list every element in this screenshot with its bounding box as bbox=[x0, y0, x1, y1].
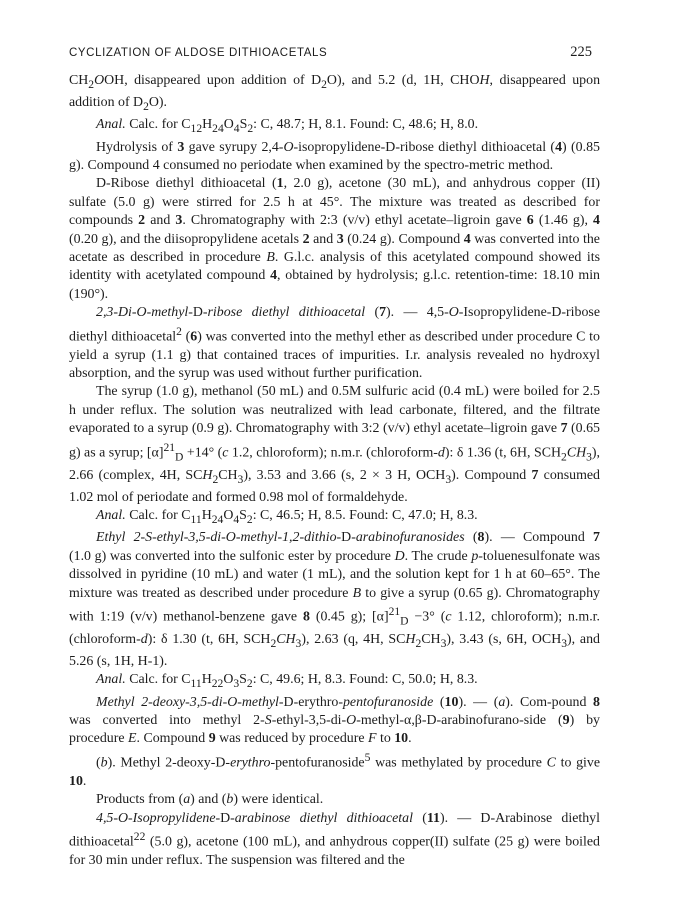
paragraph-analysis-1: Anal. Calc. for $C_{12}H_{24}O_4S_2$: C, 48.7; H, 8.1. Found: C, 48.6; H, 8.0. bbox=[96, 117, 479, 136]
paragraph-compound-11: 4,5-O-Isopropylidene-D-arabinose diethyl dithioacetal (11). — D-Arabinose diethyl dithioacetal$^{22}$ (5.0 g), acetone (100 mL), and anhydrous copper(II) sulfate (25 g) were boiled for 30 min under reflux. The suspension was filtered and the bbox=[69, 810, 600, 868]
paragraph-analysis-2: Anal. Calc. for $C_{11}H_{24}O_4S_2$: C, 46.5; H, 8.5. Found: C, 47.0; H, 8.3. bbox=[96, 508, 478, 526]
paragraph-hydrolysis: Hydrolysis of 3 gave syrupy 2,4-O-isopropylidene-D-ribose diethyl dithioacetal (4) (0.85 g). Compound 4 consumed no periodate when examined by the spectro-metric method. bbox=[69, 139, 600, 173]
paragraph-products-identical: Products from (a) and (b) were identical. bbox=[96, 792, 324, 808]
paragraph-compound-10: Methyl 2-deoxy-3,5-di-O-methyl-D-erythro-pentofuranoside (10). — (a). Com-pound 8 was converted into methyl 2-S-ethyl-3,5-di-O-methyl-α,β-D-arabinofurano-side (9) by procedure E. Compound 9 was reduced by procedure F to 10. bbox=[69, 694, 601, 747]
paragraph-ribose-acetonation: D-Ribose diethyl dithioacetal (1, 2.0 g), acetone (30 mL), and anhydrous copper (II) sulfate (5.0 g) were stirred for 2.5 h at 45°. The mixture was treated as described for compounds 2 and 3. Chromatography with 2:3 (v/v) ethyl acetate–ligroin gave 6 (1.46 g), 4 (0.20 g), and the diisopropylidene acetals 2 and 3 (0.24 g). Compound 4 was converted into the acetate as described in procedure B. G.l.c. analysis of this acetylated compound showed its identity with acetylated compound 4, obtained by hydrolysis; g.l.c. retention-time: 18.10 min (190°). bbox=[69, 176, 600, 302]
paragraph-syrup-methanolysis: The syrup (1.0 g), methanol (50 mL) and 0.5M sulfuric acid (0.4 mL) were boiled for 2.5 h under reflux. The solution was neutralized with lead carbonate, filtered, and the filtrate evaporated to a syrup (0.9 g). Chromatography with 3:2 (v/v) ethyl acetate–ligroin gave 7 (0.65 g) as a syrup; $[\alpha]^{21}_D +14^\circ$ (c 1.2, chloroform); n.m.r. (chloroform-d): δ 1.36 (t, 6H, $SCH_2CH_3$), 2.66 (complex, 4H, $SCH_2CH_3$), 3.53 and 3.66 (s, 2 × 3 H, $OCH_3$). Compound 7 consumed 1.02 mol of periodate and formed 0.98 mol of formaldehyde. bbox=[69, 384, 601, 505]
page-header bbox=[69, 44, 592, 61]
page-number: 225 bbox=[570, 44, 592, 60]
paragraph-method-b: (b). Methyl 2-deoxy-D-erythro-pentofuranoside$^5$ was methylated by procedure C to give 10. bbox=[69, 750, 601, 789]
paragraph-nmr-continuation: $CH_2OOH$, disappeared upon addition of $D_2O$), and 5.2 (d, 1H, CHOH, disappeared upon addition of $D_2O$). bbox=[69, 73, 601, 113]
body-text bbox=[69, 72, 600, 870]
running-head: CYCLIZATION OF ALDOSE DITHIOACETALS bbox=[69, 47, 328, 59]
paragraph-compound-8: Ethyl 2-S-ethyl-3,5-di-O-methyl-1,2-dithio-D-arabinofuranosides (8). — Compound 7 (1.0 g) was converted into the sulfonic ester by procedure D. The crude p-toluenesulfonate was dissolved in pyridine (10 mL) and water (1 mL), and the solution kept for 1 h at 60–65°. The mixture was treated as described under procedure B to give a syrup (0.65 g). Chromatography with 1:19 (v/v) methanol-benzene gave 8 (0.45 g); $[\alpha]^{21}_D -3^\circ$ (c 1.12, chloroform); n.m.r. (chloroform-d): δ 1.30 (t, 6H, $SCH_2CH_3$), 2.63 (q, 4H, $SCH_2CH_3$), 3.43 (s, 6H, $OCH_3$), and 5.26 (s, 1H, H-1). bbox=[69, 530, 601, 669]
paragraph-compound-7-heading: 2,3-Di-O-methyl-D-ribose diethyl dithioacetal (7). — 4,5-O-Isopropylidene-D-ribose diethyl dithioacetal$^2$ (6) was converted into the methyl ether as described under procedure C to yield a syrup (1.1 g) that contained traces of impurities. I.r. analysis revealed no hydroxyl absorption, and the syrup was used without further purification. bbox=[69, 305, 600, 382]
paragraph-analysis-3: Anal. Calc. for $C_{11}H_{22}O_3S_2$: C, 49.6; H, 8.3. Found: C, 50.0; H, 8.3. bbox=[96, 672, 478, 691]
